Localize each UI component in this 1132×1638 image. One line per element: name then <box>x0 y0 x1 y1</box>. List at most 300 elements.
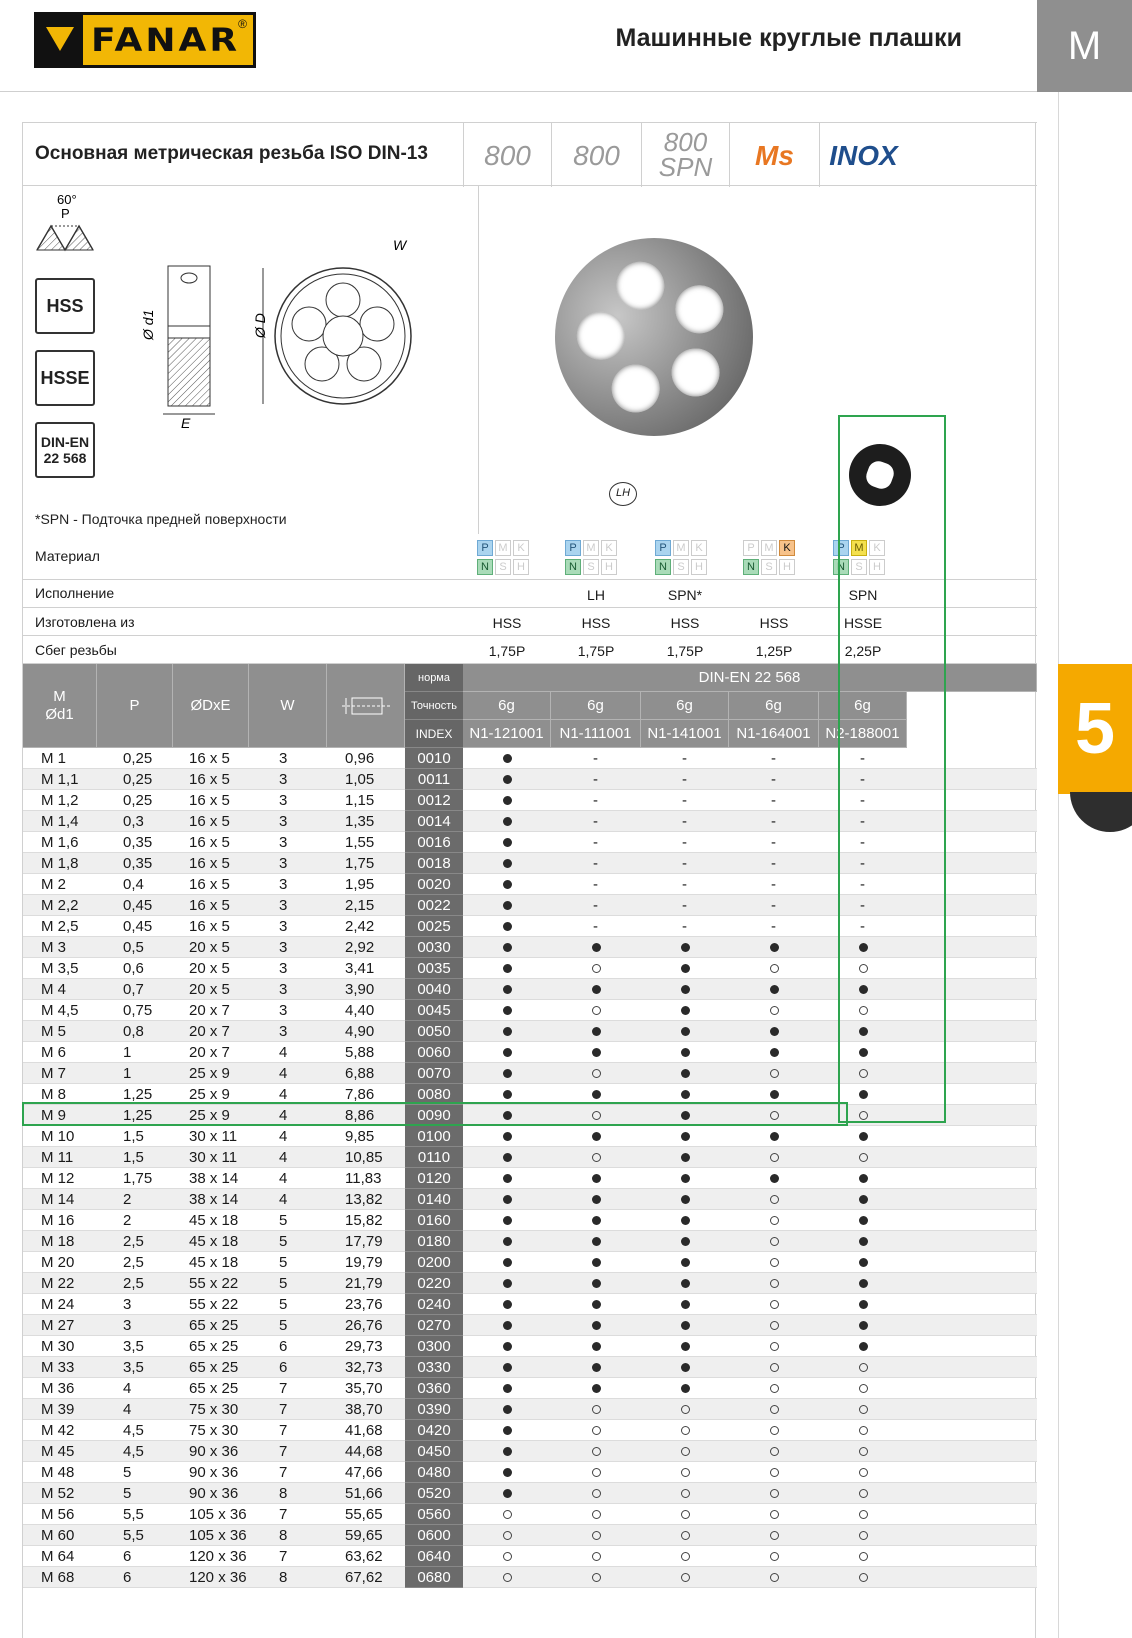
in-stock-dot <box>503 754 512 763</box>
not-available-mark: - <box>593 792 598 809</box>
on-order-dot <box>859 1111 868 1120</box>
not-available-mark: - <box>860 918 865 935</box>
cell: 0,3 <box>123 813 144 830</box>
cell: 63,62 <box>345 1548 383 1565</box>
thread-depth-icon <box>338 692 394 720</box>
dim-D-label: Ø D <box>252 313 268 338</box>
table-row <box>23 1546 1037 1567</box>
material-N: N <box>565 559 581 575</box>
execution-1: LH <box>587 587 605 603</box>
made-2: HSS <box>670 615 700 631</box>
in-stock-dot <box>859 1216 868 1225</box>
cell: M 64 <box>41 1548 75 1565</box>
in-stock-dot <box>503 1174 512 1183</box>
index-cell: 0640 <box>405 1546 463 1567</box>
cell: 3 <box>279 771 288 788</box>
on-order-dot <box>592 1447 601 1456</box>
on-order-dot <box>859 1363 868 1372</box>
cell: 6 <box>279 1338 288 1355</box>
cell: 8 <box>279 1527 288 1544</box>
not-available-mark: - <box>593 897 598 914</box>
made-label: Изготовлена из <box>35 614 135 630</box>
in-stock-dot <box>681 1132 690 1141</box>
cell: M 27 <box>41 1317 75 1334</box>
cell: 0,6 <box>123 960 144 977</box>
not-available-mark: - <box>771 918 776 935</box>
in-stock-dot <box>592 1237 601 1246</box>
cell: 0,4 <box>123 876 144 893</box>
in-stock-dot <box>681 1216 690 1225</box>
on-order-dot <box>592 1552 601 1561</box>
table-row <box>23 1336 1037 1357</box>
cell: 1,5 <box>123 1128 144 1145</box>
table-row <box>23 1189 1037 1210</box>
cell: 3,5 <box>123 1338 144 1355</box>
cell: 4 <box>279 1044 288 1061</box>
cell: 2,5 <box>123 1233 144 1250</box>
col-m-header <box>23 664 97 748</box>
index-cell: 0450 <box>405 1441 463 1462</box>
cell: 5 <box>279 1212 288 1229</box>
cell: M 11 <box>41 1149 74 1166</box>
cell: 1,25 <box>123 1086 153 1103</box>
in-stock-dot <box>503 1279 512 1288</box>
col-d1-label: Ød1 <box>45 705 74 723</box>
not-available-mark: - <box>593 876 598 893</box>
on-order-dot <box>770 1363 779 1372</box>
in-stock-dot <box>681 1384 690 1393</box>
cell: 55 x 22 <box>189 1296 239 1313</box>
index-cell: 0035 <box>405 958 463 979</box>
badge-hss: HSS <box>35 278 95 334</box>
in-stock-dot <box>592 943 601 952</box>
in-stock-dot <box>770 943 779 952</box>
material-M: M <box>673 540 689 556</box>
in-stock-dot <box>503 1216 512 1225</box>
material-K: K <box>691 540 707 556</box>
cell: 0,45 <box>123 897 153 914</box>
in-stock-dot <box>503 838 512 847</box>
pitch-label: P <box>61 206 70 221</box>
cell: M 56 <box>41 1506 75 1523</box>
dim-e-label: E <box>181 415 191 431</box>
runout-row <box>23 636 1037 664</box>
on-order-dot <box>859 1489 868 1498</box>
cell: 4 <box>279 1065 288 1082</box>
table-row <box>23 769 1037 790</box>
not-available-mark: - <box>771 855 776 872</box>
cell: 6 <box>123 1548 132 1565</box>
on-order-dot <box>770 1069 779 1078</box>
spn-note: *SPN - Подточка предней поверхности <box>35 511 287 527</box>
cell: 2 <box>123 1191 132 1208</box>
on-order-dot <box>770 1216 779 1225</box>
material-row <box>23 534 1037 580</box>
cell: 23,76 <box>345 1296 383 1313</box>
badge-din-en: DIN-EN 22 568 <box>35 422 95 478</box>
in-stock-dot <box>503 1321 512 1330</box>
in-stock-dot <box>503 880 512 889</box>
cell: 1,55 <box>345 834 375 851</box>
accuracy-0: 6g <box>463 692 551 720</box>
on-order-dot <box>681 1531 690 1540</box>
cell: 20 x 7 <box>189 1002 230 1019</box>
col-dxe-header: ØDxE <box>173 664 249 748</box>
cell: M 1,6 <box>41 834 79 851</box>
index-cell: 0010 <box>405 748 463 769</box>
product-photo-area <box>479 186 1037 534</box>
cell: 1 <box>123 1065 132 1082</box>
index-cell: 0330 <box>405 1357 463 1378</box>
in-stock-dot <box>503 1069 512 1078</box>
cell: 7 <box>279 1443 288 1460</box>
material-H: H <box>513 559 529 575</box>
cell: 25 x 9 <box>189 1065 230 1082</box>
cell: 7 <box>279 1422 288 1439</box>
index-cell: 0120 <box>405 1168 463 1189</box>
chapter-number: 5 <box>1058 664 1132 794</box>
not-available-mark: - <box>682 876 687 893</box>
material-N: N <box>743 559 759 575</box>
brand-row <box>23 122 1037 186</box>
on-order-dot <box>770 1468 779 1477</box>
in-stock-dot <box>503 1132 512 1141</box>
on-order-dot <box>770 1321 779 1330</box>
brand-1: 800 <box>551 123 641 187</box>
side-die-image <box>1062 792 1132 832</box>
cell: M 6 <box>41 1044 67 1061</box>
cell: 4 <box>279 1086 288 1103</box>
lh-rotation-icon: LH <box>609 482 637 506</box>
in-stock-dot <box>681 1300 690 1309</box>
execution-row <box>23 580 1037 608</box>
table-row <box>23 1504 1037 1525</box>
runout-0: 1,75P <box>488 643 526 659</box>
cell: M 68 <box>41 1569 75 1586</box>
cell: 3 <box>279 918 288 935</box>
in-stock-dot <box>592 1090 601 1099</box>
in-stock-dot <box>770 1048 779 1057</box>
material-S: S <box>761 559 777 575</box>
cell: 3 <box>279 960 288 977</box>
cell: M 36 <box>41 1380 75 1397</box>
in-stock-dot <box>592 1363 601 1372</box>
cell: 0,25 <box>123 750 153 767</box>
in-stock-dot <box>592 1216 601 1225</box>
on-order-dot <box>859 1069 868 1078</box>
cell: 4 <box>279 1149 288 1166</box>
on-order-dot <box>859 1384 868 1393</box>
on-order-dot <box>859 1510 868 1519</box>
cell: M 2,5 <box>41 918 79 935</box>
on-order-dot <box>770 1573 779 1582</box>
on-order-dot <box>770 1384 779 1393</box>
table-row <box>23 895 1037 916</box>
cell: 25 x 9 <box>189 1107 230 1124</box>
on-order-dot <box>503 1531 512 1540</box>
on-order-dot <box>592 1510 601 1519</box>
in-stock-dot <box>681 1195 690 1204</box>
material-S: S <box>495 559 511 575</box>
cell: M 3 <box>41 939 67 956</box>
cell: 65 x 25 <box>189 1359 239 1376</box>
cell: 45 x 18 <box>189 1212 239 1229</box>
badge-hsse: HSSE <box>35 350 95 406</box>
cell: 6 <box>123 1569 132 1586</box>
not-available-mark: - <box>593 771 598 788</box>
cell: M 33 <box>41 1359 75 1376</box>
cell: 3 <box>279 876 288 893</box>
not-available-mark: - <box>771 771 776 788</box>
not-available-mark: - <box>860 876 865 893</box>
material-P: P <box>833 540 849 556</box>
cell: M 1,2 <box>41 792 79 809</box>
material-H: H <box>779 559 795 575</box>
table-row <box>23 811 1037 832</box>
index-cell: 0180 <box>405 1231 463 1252</box>
table-row <box>23 790 1037 811</box>
cell: 5 <box>123 1485 132 1502</box>
on-order-dot <box>592 1573 601 1582</box>
cell: 3,41 <box>345 960 375 977</box>
cell: M 8 <box>41 1086 67 1103</box>
in-stock-dot <box>503 1048 512 1057</box>
index-cell: 0080 <box>405 1084 463 1105</box>
cell: 7 <box>279 1401 288 1418</box>
cell: 7 <box>279 1548 288 1565</box>
index-cell: 0140 <box>405 1189 463 1210</box>
cell: 17,79 <box>345 1233 383 1250</box>
cell: 20 x 5 <box>189 981 230 998</box>
in-stock-dot <box>681 1069 690 1078</box>
index-cell: 0016 <box>405 832 463 853</box>
cell: M 16 <box>41 1212 75 1229</box>
made-1: HSS <box>581 615 611 631</box>
cell: 11,83 <box>345 1170 382 1187</box>
table-row <box>23 1567 1037 1588</box>
on-order-dot <box>859 1405 868 1414</box>
cell: 38 x 14 <box>189 1170 239 1187</box>
cell: 7 <box>279 1506 288 1523</box>
cell: 5 <box>279 1233 288 1250</box>
brand-2: 800 SPN <box>641 123 729 187</box>
cell: 3 <box>279 897 288 914</box>
cell: 7,86 <box>345 1086 375 1103</box>
index-cell: 0060 <box>405 1042 463 1063</box>
cell: M 2 <box>41 876 67 893</box>
in-stock-dot <box>592 1132 601 1141</box>
not-available-mark: - <box>771 750 776 767</box>
cell: 3 <box>279 813 288 830</box>
in-stock-dot <box>503 1258 512 1267</box>
cell: 0,35 <box>123 855 153 872</box>
cell: 2,15 <box>345 897 375 914</box>
cell: 8,86 <box>345 1107 375 1124</box>
on-order-dot <box>770 1552 779 1561</box>
cell: 1,25 <box>123 1107 153 1124</box>
index-cell: 0030 <box>405 937 463 958</box>
on-order-dot <box>503 1510 512 1519</box>
index-cell: 0012 <box>405 790 463 811</box>
in-stock-dot <box>681 1258 690 1267</box>
not-available-mark: - <box>682 834 687 851</box>
accuracy-3: 6g <box>729 692 819 720</box>
cell: 4 <box>123 1401 132 1418</box>
cell: 67,62 <box>345 1569 383 1586</box>
cell: 55 x 22 <box>189 1275 239 1292</box>
on-order-dot <box>770 1111 779 1120</box>
on-order-dot <box>770 1489 779 1498</box>
on-order-dot <box>592 1069 601 1078</box>
not-available-mark: - <box>593 813 598 830</box>
cell: 0,75 <box>123 1002 153 1019</box>
in-stock-dot <box>503 1111 512 1120</box>
cell: 45 x 18 <box>189 1233 239 1250</box>
angle-label: 60° <box>57 192 77 207</box>
cell: 8 <box>279 1485 288 1502</box>
not-available-mark: - <box>771 834 776 851</box>
not-available-mark: - <box>682 750 687 767</box>
index-label: INDEX <box>405 720 463 748</box>
accuracy-1: 6g <box>551 692 641 720</box>
in-stock-dot <box>503 1300 512 1309</box>
cell: 16 x 5 <box>189 897 230 914</box>
table-row <box>23 1231 1037 1252</box>
in-stock-dot <box>770 1132 779 1141</box>
index-cell: 0025 <box>405 916 463 937</box>
cell: 105 x 36 <box>189 1506 247 1523</box>
cell: M 1,4 <box>41 813 79 830</box>
dim-d1-label: Ø d1 <box>140 309 156 340</box>
table-row <box>23 1021 1037 1042</box>
on-order-dot <box>592 1153 601 1162</box>
cell: 5 <box>279 1317 288 1334</box>
logo-v-icon <box>37 15 83 65</box>
material-H: H <box>869 559 885 575</box>
cell: 16 x 5 <box>189 876 230 893</box>
on-order-dot <box>592 1111 601 1120</box>
table-row <box>23 1399 1037 1420</box>
cell: 120 x 36 <box>189 1548 247 1565</box>
material-M: M <box>761 540 777 556</box>
index-cell: 0270 <box>405 1315 463 1336</box>
index-cell: 0100 <box>405 1126 463 1147</box>
cell: 0,8 <box>123 1023 144 1040</box>
cell: M 3,5 <box>41 960 79 977</box>
page-title: Машинные круглые плашки <box>615 24 962 52</box>
in-stock-dot <box>592 1342 601 1351</box>
cell: 90 x 36 <box>189 1443 239 1460</box>
in-stock-dot <box>503 1468 512 1477</box>
in-stock-dot <box>859 1195 868 1204</box>
cell: 2 <box>123 1212 132 1229</box>
made-4: HSSE <box>843 615 883 631</box>
round-die-photo <box>533 216 775 458</box>
in-stock-dot <box>859 1300 868 1309</box>
in-stock-dot <box>681 985 690 994</box>
in-stock-dot <box>503 1195 512 1204</box>
in-stock-dot <box>770 1090 779 1099</box>
in-stock-dot <box>859 1132 868 1141</box>
index-cell: 0045 <box>405 1000 463 1021</box>
cell: 8 <box>279 1569 288 1586</box>
execution-label: Исполнение <box>35 585 115 601</box>
cell: 0,35 <box>123 834 153 851</box>
not-available-mark: - <box>682 792 687 809</box>
on-order-dot <box>770 1426 779 1435</box>
cell: 20 x 5 <box>189 939 230 956</box>
table-row <box>23 1126 1037 1147</box>
not-available-mark: - <box>860 834 865 851</box>
cell: 20 x 7 <box>189 1023 230 1040</box>
made-3: HSS <box>759 615 789 631</box>
on-order-dot <box>859 1573 868 1582</box>
in-stock-dot <box>503 922 512 931</box>
in-stock-dot <box>859 1342 868 1351</box>
in-stock-dot <box>592 1321 601 1330</box>
not-available-mark: - <box>682 855 687 872</box>
on-order-dot <box>592 1006 601 1015</box>
table-title: Основная метрическая резьба ISO DIN-13 <box>35 143 428 164</box>
cell: 0,45 <box>123 918 153 935</box>
cell: 3 <box>279 792 288 809</box>
cell: 13,82 <box>345 1191 383 1208</box>
not-available-mark: - <box>860 750 865 767</box>
on-order-dot <box>681 1573 690 1582</box>
not-available-mark: - <box>771 897 776 914</box>
on-order-dot <box>681 1447 690 1456</box>
cell: M 30 <box>41 1338 75 1355</box>
cell: M 14 <box>41 1191 75 1208</box>
product-table <box>22 122 1036 1638</box>
in-stock-dot <box>592 1300 601 1309</box>
on-order-dot <box>859 1447 868 1456</box>
cell: 7 <box>279 1380 288 1397</box>
cell: 5 <box>279 1275 288 1292</box>
on-order-dot <box>592 1426 601 1435</box>
table-row <box>23 1168 1037 1189</box>
index-cell: 0050 <box>405 1021 463 1042</box>
cell: 5,5 <box>123 1527 144 1544</box>
on-order-dot <box>592 1531 601 1540</box>
on-order-dot <box>770 1279 779 1288</box>
execution-2: SPN* <box>667 587 703 603</box>
in-stock-dot <box>592 1027 601 1036</box>
material-M: M <box>583 540 599 556</box>
table-row <box>23 1420 1037 1441</box>
index-cell: 0680 <box>405 1567 463 1588</box>
in-stock-dot <box>859 1174 868 1183</box>
on-order-dot <box>770 1258 779 1267</box>
on-order-dot <box>503 1552 512 1561</box>
material-P: P <box>655 540 671 556</box>
on-order-dot <box>681 1489 690 1498</box>
cell: 10,85 <box>345 1149 383 1166</box>
in-stock-dot <box>503 817 512 826</box>
material-S: S <box>851 559 867 575</box>
cell: 4 <box>123 1380 132 1397</box>
in-stock-dot <box>503 1237 512 1246</box>
on-order-dot <box>681 1405 690 1414</box>
cell: 1,05 <box>345 771 375 788</box>
in-stock-dot <box>681 1153 690 1162</box>
index-3: N1-164001 <box>729 720 819 748</box>
material-grid-1 <box>564 538 626 576</box>
on-order-dot <box>770 1342 779 1351</box>
col-d1-header <box>327 664 405 748</box>
cell: M 20 <box>41 1254 75 1271</box>
material-grid-2 <box>654 538 716 576</box>
